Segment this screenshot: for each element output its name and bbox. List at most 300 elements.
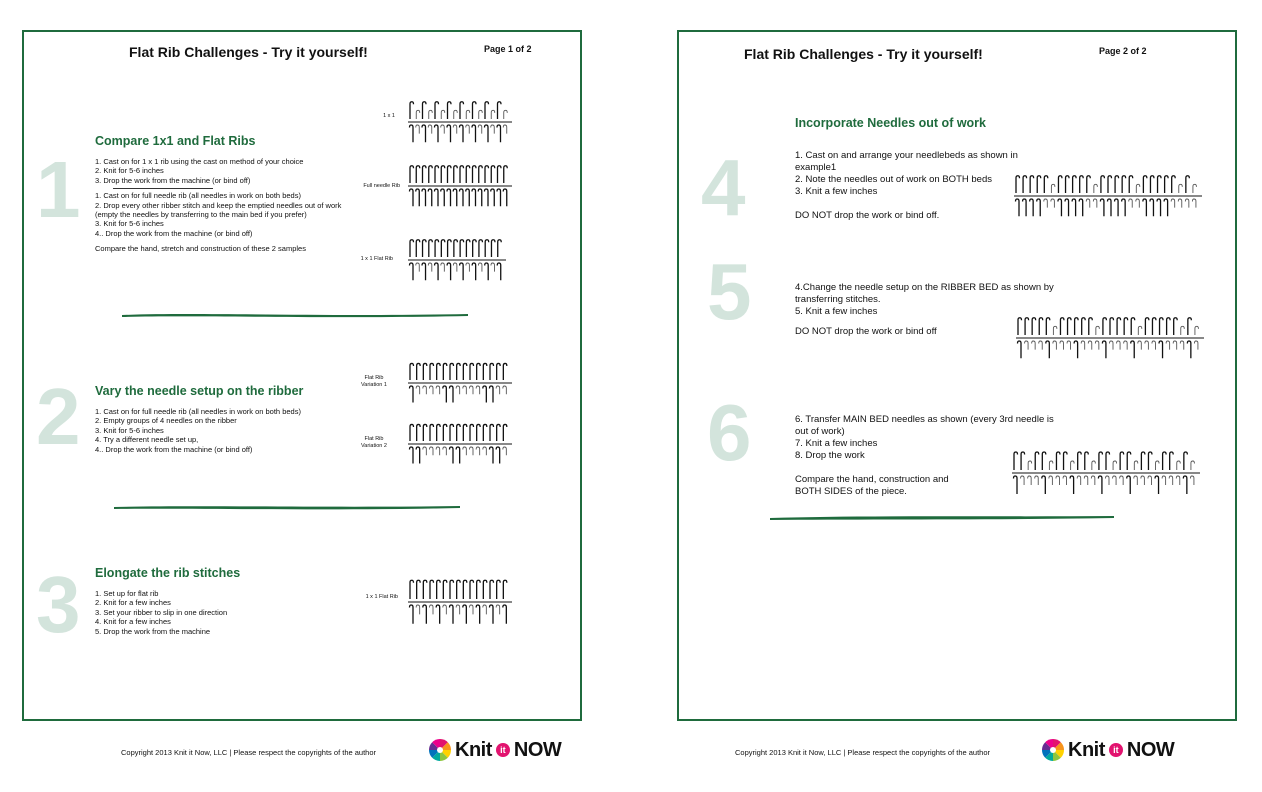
logo-knit-text: Knit [1068, 738, 1105, 761]
ribber-bed-needle-out-of-work [470, 386, 474, 394]
main-bed-needle-out-of-work [1113, 461, 1117, 470]
main-bed-needle-in-work [1018, 318, 1022, 335]
ribber-bed-needle-out-of-work [1077, 476, 1081, 485]
ribber-bed-needle-out-of-work [453, 263, 457, 272]
section-3-heading: Elongate the rib stitches [95, 566, 241, 580]
main-bed-needle-in-work [479, 240, 483, 257]
ribber-bed-needle-out-of-work [503, 386, 507, 394]
main-bed-needle-in-work [483, 424, 487, 441]
main-bed-needle-in-work [1150, 176, 1154, 193]
main-bed-needle-in-work [490, 363, 494, 380]
main-bed-needle-in-work [437, 424, 441, 441]
ribber-bed-needle-out-of-work [1086, 199, 1090, 208]
ribber-bed-needle-in-work [450, 447, 454, 464]
ribber-bed-needle-in-work [422, 125, 426, 142]
ribber-bed-needle-in-work [456, 447, 460, 464]
main-bed-needle-in-work [503, 424, 507, 441]
main-bed-needle-in-work [485, 240, 489, 257]
section-2-text: 1. Cast on for full needle rib (all needles in work on both beds) 2. Empty groups of 4 needles on the ribber 3. Knit for 5-6 inches 4. Try a different needle set up, 4.. Drop the work from the machine (or bind off) [95, 407, 301, 454]
logo-now-text: NOW [1126, 738, 1175, 761]
ribber-bed-needle-in-work [460, 263, 464, 280]
diagram-elongate-rib [408, 576, 512, 628]
brush-divider-2 [112, 502, 462, 512]
section-1-text: 1. Cast on for 1 x 1 rib using the cast on method of your choice 2. Knit for 5-6 inches 3. Drop the work from the machine (or bind off) 1. Cast on for full needle rib (all needles in work on both beds) 2. Drop every other ribber stitch and keep the emptied needles out of work (empty the needles by transferring to the main bed if you prefer) 3. Knit for 5-6 inches 4.. Drop the work from the machine (or bind off) Compare the hand, stretch and construction of these 2 samples [95, 157, 342, 254]
ribber-bed-needle-out-of-work [1120, 476, 1124, 485]
ribber-bed-needle-in-work [485, 189, 489, 206]
ribber-bed-needle-out-of-work [1117, 341, 1121, 350]
section-6-text: 6. Transfer MAIN BED needles as shown (every 3rd needle is out of work) 7. Knit a few inches 8. Drop the work Compare the hand, construction and BOTH SIDES of the piece. [795, 414, 1054, 497]
ribber-bed-needle-in-work [1143, 199, 1147, 216]
main-bed-needle-in-work [443, 363, 447, 380]
main-bed-needle-in-work [1188, 318, 1192, 335]
ribber-bed-needle-in-work [497, 263, 501, 280]
main-bed-needle-in-work [457, 580, 461, 599]
main-bed-needle-in-work [491, 240, 495, 257]
main-bed-needle-in-work [1152, 318, 1156, 335]
ribber-bed-needle-out-of-work [496, 386, 500, 394]
ribber-bed-needle-out-of-work [1081, 341, 1085, 350]
ribber-bed-needle-out-of-work [430, 447, 434, 455]
main-bed-needle-in-work [417, 580, 421, 599]
main-bed-needle-in-work [1186, 176, 1190, 193]
ribber-bed-needle-in-work [1150, 199, 1154, 216]
main-bed-needle-out-of-work [1138, 326, 1142, 335]
diagram-needles-out-of-work-5 [1016, 314, 1204, 362]
ribber-bed-needle-in-work [497, 125, 501, 142]
ribber-bed-needle-out-of-work [1162, 476, 1166, 485]
ribber-bed-needle-out-of-work [416, 386, 420, 394]
ribber-bed-needle-in-work [428, 189, 432, 206]
ribber-bed-needle-out-of-work [1093, 199, 1097, 208]
ribber-bed-needle-out-of-work [463, 386, 467, 394]
page-1-title: Flat Rib Challenges - Try it yourself! [129, 44, 368, 60]
ribber-bed-needle-out-of-work [470, 447, 474, 455]
ribber-bed-needle-out-of-work [1136, 199, 1140, 208]
main-bed-needle-in-work [1163, 452, 1167, 470]
main-bed-needle-in-work [473, 166, 477, 183]
ribber-bed-needle-in-work [410, 447, 414, 464]
ribber-bed-needle-out-of-work [1178, 199, 1182, 208]
page-2-heading: Incorporate Needles out of work [795, 116, 987, 130]
ribber-bed-needle-in-work [1079, 199, 1083, 216]
main-bed-needle-in-work [485, 102, 489, 119]
main-bed-needle-out-of-work [1156, 461, 1160, 470]
main-bed-needle-in-work [423, 102, 427, 119]
main-bed-needle-out-of-work [1134, 461, 1138, 470]
main-bed-needle-in-work [416, 166, 420, 183]
ribber-bed-needle-in-work [423, 605, 427, 624]
ribber-bed-needle-in-work [416, 189, 420, 206]
main-bed-needle-in-work [410, 363, 414, 380]
main-bed-needle-out-of-work [416, 110, 420, 119]
ribber-bed-needle-in-work [460, 189, 464, 206]
main-bed-needle-in-work [450, 363, 454, 380]
main-bed-needle-in-work [460, 240, 464, 257]
main-bed-needle-in-work [477, 363, 481, 380]
ribber-bed-needle-out-of-work [503, 447, 507, 455]
ribber-bed-needle-out-of-work [1113, 476, 1117, 485]
main-bed-needle-in-work [1117, 318, 1121, 335]
main-bed-needle-in-work [457, 424, 461, 441]
main-bed-needle-out-of-work [1179, 184, 1183, 193]
main-bed-needle-in-work [1127, 452, 1131, 470]
ribber-bed-needle-in-work [1127, 476, 1131, 494]
brush-divider-3 [768, 512, 1118, 522]
main-bed-needle-in-work [463, 580, 467, 599]
ribber-bed-needle-out-of-work [1091, 476, 1095, 485]
ribber-bed-needle-out-of-work [1051, 199, 1055, 208]
page-2-frame [677, 30, 1237, 721]
ribber-bed-needle-out-of-work [1194, 341, 1198, 350]
main-bed-needle-in-work [463, 424, 467, 441]
page-2-copyright: Copyright 2013 Knit it Now, LLC | Please respect the copyrights of the author [735, 748, 991, 757]
main-bed-needle-out-of-work [1193, 184, 1197, 193]
main-bed-needle-in-work [1174, 318, 1178, 335]
main-bed-needle-in-work [443, 580, 447, 599]
main-bed-needle-in-work [429, 166, 433, 183]
main-bed-needle-in-work [1037, 176, 1041, 193]
ribber-bed-needle-in-work [1100, 199, 1104, 216]
ribber-bed-needle-in-work [447, 189, 451, 206]
ribber-bed-needle-in-work [1037, 199, 1041, 216]
main-bed-needle-in-work [473, 102, 477, 119]
page-2-number: Page 2 of 2 [1099, 46, 1147, 56]
main-bed-needle-out-of-work [1195, 326, 1199, 335]
ribber-bed-needle-out-of-work [1169, 476, 1173, 485]
ribber-bed-needle-out-of-work [430, 605, 434, 614]
main-bed-needle-in-work [1075, 318, 1079, 335]
main-bed-needle-in-work [435, 102, 439, 119]
ribber-bed-needle-in-work [1159, 341, 1163, 358]
ribber-bed-needle-in-work [1030, 199, 1034, 216]
main-bed-needle-out-of-work [441, 110, 445, 119]
main-bed-needle-in-work [1016, 176, 1020, 193]
ribber-bed-needle-in-work [410, 125, 414, 142]
main-bed-needle-in-work [1099, 452, 1103, 470]
diagram-needles-out-of-work-4 [1014, 172, 1202, 220]
main-bed-needle-in-work [1158, 176, 1162, 193]
ribber-bed-needle-out-of-work [436, 386, 440, 394]
main-bed-needle-in-work [490, 580, 494, 599]
section-4-number: 4 [701, 143, 746, 232]
ribber-bed-needle-in-work [443, 386, 447, 403]
section-2-heading: Vary the needle setup on the ribber [95, 384, 304, 398]
main-bed-needle-in-work [466, 166, 470, 183]
main-bed-needle-in-work [1106, 452, 1110, 470]
main-bed-needle-in-work [437, 363, 441, 380]
main-bed-needle-in-work [1046, 318, 1050, 335]
main-bed-needle-in-work [448, 240, 452, 257]
main-bed-needle-in-work [504, 166, 508, 183]
ribber-bed-needle-out-of-work [456, 386, 460, 394]
main-bed-needle-in-work [1087, 176, 1091, 193]
main-bed-needle-out-of-work [1049, 461, 1053, 470]
ribber-bed-needle-in-work [1072, 199, 1076, 216]
main-bed-needle-in-work [1103, 318, 1107, 335]
ribber-bed-needle-out-of-work [416, 605, 420, 614]
main-bed-needle-in-work [1143, 176, 1147, 193]
page-1-logo [428, 738, 561, 762]
main-bed-needle-in-work [454, 240, 458, 257]
main-bed-needle-in-work [1035, 452, 1039, 470]
main-bed-needle-in-work [460, 102, 464, 119]
main-bed-needle-in-work [437, 580, 441, 599]
ribber-bed-needle-in-work [447, 263, 451, 280]
main-bed-needle-in-work [1167, 318, 1171, 335]
ribber-bed-needle-out-of-work [478, 263, 482, 272]
main-bed-needle-in-work [1032, 318, 1036, 335]
ribber-bed-needle-out-of-work [1044, 199, 1048, 208]
main-bed-needle-in-work [490, 424, 494, 441]
ribber-bed-needle-out-of-work [1106, 476, 1110, 485]
main-bed-needle-in-work [450, 424, 454, 441]
ribber-bed-needle-in-work [1183, 476, 1187, 494]
main-bed-needle-in-work [1082, 318, 1086, 335]
main-bed-needle-out-of-work [1071, 461, 1075, 470]
main-bed-needle-in-work [503, 363, 507, 380]
ribber-bed-needle-out-of-work [1095, 341, 1099, 350]
main-bed-needle-in-work [435, 240, 439, 257]
ribber-bed-needle-in-work [447, 125, 451, 142]
ribber-bed-needle-out-of-work [1035, 476, 1039, 485]
main-bed-needle-in-work [410, 240, 414, 257]
ribber-bed-needle-in-work [422, 263, 426, 280]
main-bed-needle-in-work [477, 580, 481, 599]
ribber-bed-needle-in-work [1115, 199, 1119, 216]
ribber-bed-needle-out-of-work [1060, 341, 1064, 350]
main-bed-needle-out-of-work [491, 110, 495, 119]
main-bed-needle-in-work [1129, 176, 1133, 193]
main-bed-needle-out-of-work [1177, 461, 1181, 470]
ribber-bed-needle-in-work [503, 605, 507, 624]
ribber-bed-needle-out-of-work [1049, 476, 1053, 485]
ribber-bed-needle-out-of-work [430, 386, 434, 394]
main-bed-needle-out-of-work [479, 110, 483, 119]
main-bed-needle-in-work [1089, 318, 1093, 335]
main-bed-needle-in-work [1058, 176, 1062, 193]
main-bed-needle-out-of-work [466, 110, 470, 119]
ribber-bed-needle-in-work [1023, 199, 1027, 216]
ribber-bed-needle-in-work [410, 189, 414, 206]
ribber-bed-needle-in-work [466, 189, 470, 206]
main-bed-needle-in-work [454, 166, 458, 183]
ribber-bed-needle-in-work [1155, 476, 1159, 494]
diagram-full-needle-label: Full needle Rib [363, 183, 400, 189]
diagram-needles-out-of-work-6 [1012, 448, 1200, 498]
main-bed-needle-in-work [473, 240, 477, 257]
main-bed-needle-in-work [466, 240, 470, 257]
main-bed-needle-in-work [470, 424, 474, 441]
ribber-bed-needle-in-work [435, 189, 439, 206]
main-bed-needle-in-work [429, 240, 433, 257]
ribber-bed-needle-out-of-work [416, 125, 420, 134]
ribber-bed-needle-in-work [497, 189, 501, 206]
ribber-bed-needle-out-of-work [463, 447, 467, 455]
ribber-bed-needle-in-work [436, 605, 440, 624]
ribber-bed-needle-in-work [1187, 341, 1191, 358]
main-bed-needle-in-work [448, 166, 452, 183]
page-2-logo [1041, 738, 1174, 762]
main-bed-needle-in-work [477, 424, 481, 441]
ribber-bed-needle-in-work [463, 605, 467, 624]
ribber-bed-needle-out-of-work [1067, 341, 1071, 350]
ribber-bed-needle-in-work [496, 447, 500, 464]
main-bed-needle-in-work [1131, 318, 1135, 335]
diagram-1x1-flat-label: 1 x 1 Flat Rib [360, 256, 393, 262]
ribber-bed-needle-in-work [503, 189, 507, 206]
ribber-bed-needle-out-of-work [503, 125, 507, 134]
ribber-bed-needle-in-work [450, 386, 454, 403]
main-bed-needle-in-work [1014, 452, 1018, 470]
main-bed-needle-in-work [410, 102, 414, 119]
main-bed-needle-out-of-work [504, 110, 508, 119]
main-bed-needle-in-work [1165, 176, 1169, 193]
main-bed-needle-in-work [1039, 318, 1043, 335]
ribber-bed-needle-out-of-work [1021, 476, 1025, 485]
logo-now-text: NOW [513, 738, 562, 761]
main-bed-needle-in-work [417, 363, 421, 380]
main-bed-needle-in-work [441, 240, 445, 257]
main-bed-needle-in-work [1085, 452, 1089, 470]
page-1-copyright: Copyright 2013 Knit it Now, LLC | Please respect the copyrights of the author [121, 748, 377, 757]
ribber-bed-needle-out-of-work [443, 447, 447, 455]
ribber-bed-needle-in-work [476, 605, 480, 624]
main-bed-needle-in-work [1124, 318, 1128, 335]
ribber-bed-needle-out-of-work [441, 125, 445, 134]
ribber-bed-needle-in-work [1098, 476, 1102, 494]
ribber-bed-needle-in-work [441, 189, 445, 206]
main-bed-needle-in-work [1170, 452, 1174, 470]
main-bed-needle-in-work [1042, 452, 1046, 470]
main-bed-needle-in-work [1145, 318, 1149, 335]
main-bed-needle-in-work [497, 363, 501, 380]
ribber-bed-needle-out-of-work [1166, 341, 1170, 350]
main-bed-needle-in-work [1068, 318, 1072, 335]
ribber-bed-needle-out-of-work [491, 263, 495, 272]
ribber-bed-needle-out-of-work [1173, 341, 1177, 350]
main-bed-needle-out-of-work [1094, 184, 1098, 193]
main-bed-needle-out-of-work [1051, 184, 1055, 193]
ribber-bed-needle-in-work [1108, 199, 1112, 216]
main-bed-needle-in-work [460, 166, 464, 183]
ribber-bed-needle-out-of-work [1053, 341, 1057, 350]
ribber-bed-needle-in-work [410, 605, 414, 624]
main-bed-needle-in-work [1021, 452, 1025, 470]
ribber-bed-needle-out-of-work [423, 447, 427, 455]
ribber-bed-needle-out-of-work [1190, 476, 1194, 485]
section-1-divider [113, 188, 213, 189]
section-1-number: 1 [36, 145, 81, 234]
ribber-bed-needle-in-work [450, 605, 454, 624]
ribber-bed-needle-in-work [453, 189, 457, 206]
main-bed-needle-out-of-work [1092, 461, 1096, 470]
logo-knit-text: Knit [455, 738, 492, 761]
main-bed-needle-in-work [1160, 318, 1164, 335]
main-bed-needle-in-work [443, 424, 447, 441]
ribber-bed-needle-out-of-work [1192, 199, 1196, 208]
main-bed-needle-in-work [1080, 176, 1084, 193]
ribber-bed-needle-out-of-work [1110, 341, 1114, 350]
main-bed-needle-in-work [410, 424, 414, 441]
diagram-flat-rib-variation-1 [408, 360, 512, 406]
main-bed-needle-in-work [485, 166, 489, 183]
ribber-bed-needle-out-of-work [1063, 476, 1067, 485]
main-bed-needle-in-work [423, 240, 427, 257]
ribber-bed-needle-out-of-work [466, 263, 470, 272]
ribber-bed-needle-in-work [1157, 199, 1161, 216]
ribber-bed-needle-out-of-work [1138, 341, 1142, 350]
section-3-number: 3 [36, 560, 81, 649]
main-bed-needle-in-work [1030, 176, 1034, 193]
main-bed-needle-in-work [1141, 452, 1145, 470]
ribber-bed-needle-out-of-work [476, 386, 480, 394]
ribber-bed-needle-out-of-work [491, 125, 495, 134]
ribber-bed-needle-out-of-work [483, 605, 487, 614]
ribber-bed-needle-in-work [485, 263, 489, 280]
main-bed-needle-in-work [457, 363, 461, 380]
ribber-bed-needle-in-work [1046, 341, 1050, 358]
logo-it-badge: it [496, 743, 510, 757]
main-bed-needle-out-of-work [1096, 326, 1100, 335]
main-bed-needle-in-work [498, 240, 502, 257]
main-bed-needle-in-work [1101, 176, 1105, 193]
main-bed-needle-in-work [448, 102, 452, 119]
ribber-bed-needle-out-of-work [436, 447, 440, 455]
section-2-number: 2 [36, 372, 81, 461]
ribber-bed-needle-out-of-work [483, 447, 487, 455]
section-6-number: 6 [707, 388, 752, 477]
ribber-bed-needle-out-of-work [453, 125, 457, 134]
ribber-bed-needle-in-work [460, 125, 464, 142]
main-bed-needle-in-work [1056, 452, 1060, 470]
ribber-bed-needle-in-work [483, 386, 487, 403]
ribber-bed-needle-out-of-work [441, 263, 445, 272]
ribber-bed-needle-out-of-work [1088, 341, 1092, 350]
main-bed-needle-in-work [1078, 452, 1082, 470]
main-bed-needle-in-work [1184, 452, 1188, 470]
ribber-bed-needle-in-work [1122, 199, 1126, 216]
ribber-bed-needle-out-of-work [1039, 341, 1043, 350]
ribber-bed-needle-out-of-work [428, 125, 432, 134]
ribber-bed-needle-out-of-work [1176, 476, 1180, 485]
main-bed-needle-out-of-work [1191, 461, 1195, 470]
main-bed-needle-in-work [416, 240, 420, 257]
ribber-bed-needle-out-of-work [1148, 476, 1152, 485]
main-bed-needle-in-work [470, 580, 474, 599]
main-bed-needle-out-of-work [1053, 326, 1057, 335]
ribber-bed-needle-in-work [410, 263, 414, 280]
ribber-bed-needle-in-work [472, 125, 476, 142]
main-bed-needle-in-work [410, 580, 414, 599]
main-bed-needle-in-work [1044, 176, 1048, 193]
ribber-bed-needle-out-of-work [456, 605, 460, 614]
ribber-bed-needle-out-of-work [1028, 476, 1032, 485]
diagram-1x1-label: 1 x 1 [383, 113, 395, 119]
ribber-bed-needle-in-work [1070, 476, 1074, 494]
pinwheel-logo-icon [428, 738, 452, 762]
ribber-bed-needle-out-of-work [428, 263, 432, 272]
diagram-1x1-flat-rib [408, 236, 506, 284]
ribber-bed-needle-in-work [1014, 476, 1018, 494]
ribber-bed-needle-out-of-work [1032, 341, 1036, 350]
main-bed-needle-in-work [423, 580, 427, 599]
main-bed-needle-in-work [491, 166, 495, 183]
main-bed-needle-in-work [423, 363, 427, 380]
diagram-1x1 [408, 98, 512, 146]
diagram-elongate-label: 1 x 1 Flat Rib [365, 594, 398, 600]
pinwheel-logo-icon [1041, 738, 1065, 762]
page-1-number: Page 1 of 2 [484, 44, 532, 54]
